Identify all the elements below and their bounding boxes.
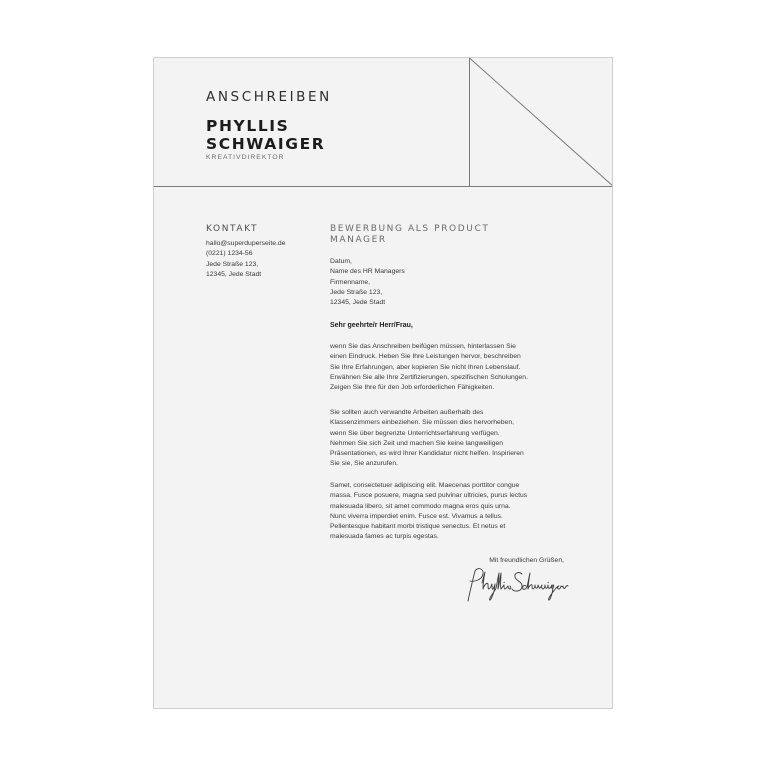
applicant-name: [206, 117, 325, 153]
paragraph-line: Samet, consectetuer adipiscing elit. Maecenas porttitor congue: [330, 482, 520, 489]
paragraph-line: massa. Fusce posuere, magna sed pulvinar ultricies, purus lectus: [330, 492, 528, 500]
header-band: [154, 58, 612, 187]
closing-phrase: Mit freundlichen Grüßen,: [489, 557, 564, 564]
paragraph-line: Präsentationen, es wird Ihrer Kandidatur nicht helfen. Inspirieren: [330, 450, 524, 458]
paragraph-line: Sie Ihre Erfahrungen, aber kopieren Sie nicht Ihren Lebenslauf.: [330, 363, 521, 371]
paragraph-line: Nunc viverra imperdiet enim. Fusce est. Vivamus a tellus.: [330, 512, 503, 520]
contact-details: [206, 239, 285, 280]
paragraph-line: wenn Sie das Anschreiben beifügen müssen, hinterlassen Sie: [330, 343, 516, 350]
letter-page: [153, 57, 613, 709]
paragraph-line: Erwähnen Sie alle Ihre Zertifizierungen, spezifischen Schulungen.: [330, 373, 528, 381]
subject-line: MANAGER: [330, 234, 387, 245]
contact-phone: (0221) 1234-56: [206, 250, 253, 258]
recipient-line: Datum,: [330, 258, 352, 265]
decorative-triangle: [469, 58, 613, 187]
applicant-name-first: PHYLLIS: [206, 117, 290, 135]
contact-street: Jede Straße 123,: [206, 260, 259, 268]
recipient-line: Jede Straße 123,: [330, 288, 383, 296]
paragraph-line: Zeigen Sie Ihre für den Job erforderlichen Fähigkeiten.: [330, 384, 495, 392]
paragraph-line: malesuada fames ac turpis egestas.: [330, 533, 439, 541]
contact-email: hallo@superduperseite.de: [206, 240, 286, 247]
paragraph-line: Klassenzimmers einbeziehen. Sie müssen dies hervorheben,: [330, 419, 514, 427]
body-paragraph-3: [330, 481, 580, 543]
recipient-block: [330, 257, 570, 308]
recipient-line: 12345, Jede Stadt: [330, 299, 386, 307]
paragraph-line: Nehmen Sie sich Zeit und machen Sie keine langweiligen: [330, 439, 504, 447]
body-paragraph-1: [330, 342, 580, 393]
handwritten-signature: [462, 565, 574, 605]
letter-subject: [330, 224, 530, 245]
applicant-name-last: SCHWAIGER: [206, 135, 326, 153]
document-type-label: ANSCHREIBEN: [206, 89, 332, 105]
contact-city: 12345, Jede Stadt: [206, 270, 262, 278]
paragraph-line: Sie sollten auch verwandte Arbeiten außerhalb des: [330, 409, 484, 416]
paragraph-line: Pellentesque habitant morbi tristique senectus. Et netus et: [330, 523, 506, 531]
subject-line: BEWERBUNG ALS PRODUCT: [330, 224, 490, 234]
paragraph-line: Sie sie, Sie anzurufen.: [330, 460, 399, 468]
applicant-role: KREATIVDIREKTOR: [206, 154, 285, 161]
paragraph-line: malesuada libero, sit amet commodo magna eros quis urna.: [330, 502, 511, 510]
recipient-line: Firmenname,: [330, 278, 371, 286]
paragraph-line: einen Eindruck. Heben Sie Ihre Leistungen hervor, beschreiben: [330, 353, 521, 361]
paragraph-line: wenn Sie über begrenzte Unterrichtserfahrung verfügen.: [330, 429, 500, 437]
recipient-line: Name des HR Managers: [330, 268, 405, 276]
salutation: Sehr geehrte/r Herr/Frau,: [330, 322, 413, 329]
contact-heading: KONTAKT: [206, 224, 259, 234]
body-paragraph-2: [330, 408, 580, 470]
